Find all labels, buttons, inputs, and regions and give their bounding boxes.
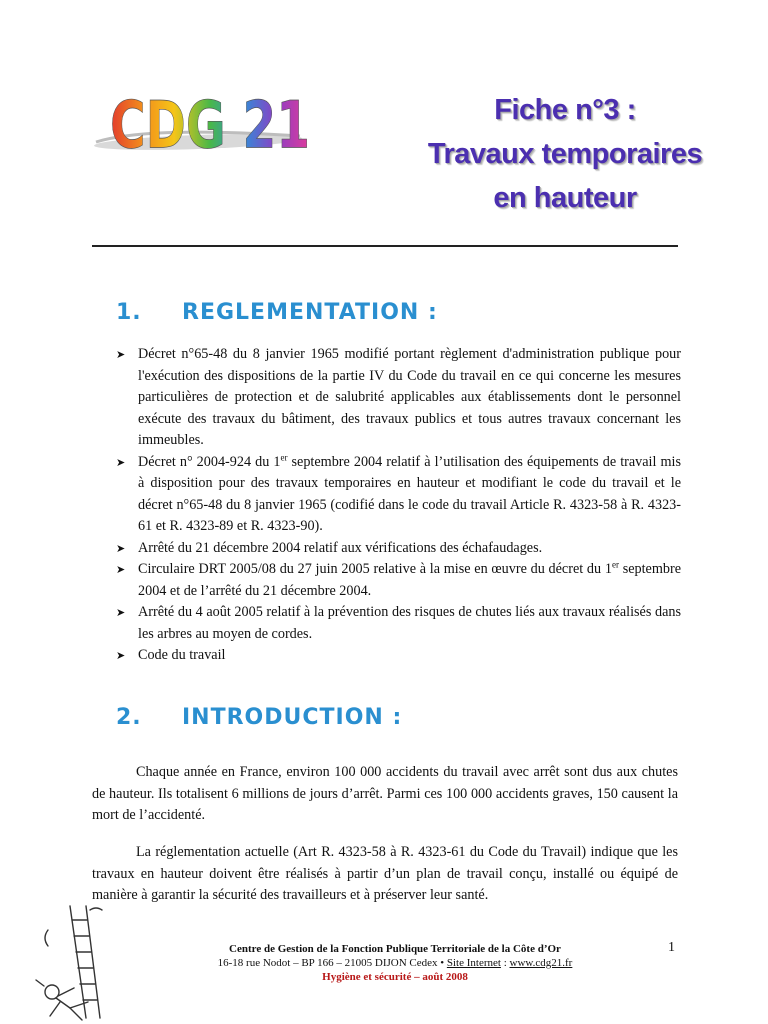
- arrow-bullet-icon: ➤: [116, 563, 126, 576]
- footer-organization: Centre de Gestion de la Fonction Publique Territoriale de la Côte d’Or: [229, 943, 561, 955]
- section-heading-introduction: [116, 705, 402, 730]
- title-line-1: Fiche n°3 :: [494, 94, 636, 126]
- list-item: ➤ Arrêté du 4 août 2005 relatif à la prévention des risques de chutes liés aux travaux réalisés dans les arbres au moyen de cordes.: [116, 604, 681, 642]
- page-number: 1: [668, 940, 675, 955]
- arrow-bullet-icon: ➤: [116, 455, 126, 469]
- section-heading-reglementation: [116, 300, 438, 325]
- svg-text:CDG 21: CDG 21: [110, 86, 310, 163]
- title-divider: [92, 245, 678, 247]
- cdg21-logo: [88, 78, 318, 163]
- title-line-3: en hauteur: [493, 182, 637, 214]
- title-line-2: Travaux temporaires: [427, 138, 703, 170]
- list-item: ➤ Décret n°65-48 du 8 janvier 1965 modifié portant règlement d'administration publique pour l'exécution des dispositions de la partie IV du Code du travail en ce qui concerne les mesures particulières de protection et de salubrité applicables aux établissements dont le personnel exécute des travaux du bâtiment, des travaux publics et tous autres travaux concernant les immeubles.: [116, 346, 681, 448]
- regulations-list: [116, 344, 681, 667]
- intro-paragraph-1: Chaque année en France, environ 100 000 accidents du travail avec arrêt sont dus aux chutes de hauteur. Ils totalisent 6 millions de jours d’arrêt. Parmi ces 100 000 accidents graves, 150 causent la mort de l’accidenté.: [92, 764, 678, 823]
- list-item: ➤ Arrêté du 21 décembre 2004 relatif aux vérifications des échafaudages.: [116, 538, 681, 560]
- list-item: ➤ Circulaire DRT 2005/08 du 27 juin 2005 relative à la mise en œuvre du décret du 1er septembre 2004 et de l’arrêté du 21 décembre 2004.: [116, 559, 681, 599]
- section-title: REGLEMENTATION :: [182, 300, 438, 325]
- footer-subtitle: Hygiène et sécurité – août 2008: [322, 971, 468, 983]
- footer-site-label: Site Internet: [446, 957, 501, 969]
- section-title: INTRODUCTION :: [182, 705, 403, 730]
- page-footer: [150, 942, 640, 984]
- list-item: ➤ Décret n° 2004-924 du 1er septembre 2004 relatif à l’utilisation des équipements de travail mis à disposition pour des travaux temporaires en hauteur et modifiant le code du travail et le décret n°65-48 du 8 janvier 1965 (codifié dans le code du travail Article R. 4323-58 à R. 4323-61 et R. 4323-89 et R. 4323-90).: [116, 451, 681, 534]
- arrow-bullet-icon: ➤: [116, 541, 126, 555]
- arrow-bullet-icon: ➤: [116, 348, 126, 361]
- section-number: 2.: [116, 705, 142, 730]
- footer-website-link[interactable]: www.cdg21.fr: [509, 957, 573, 969]
- list-item: ➤ Code du travail: [116, 645, 681, 667]
- section-number: 1.: [116, 300, 142, 325]
- document-title: [400, 88, 730, 220]
- intro-paragraph-2: La réglementation actuelle (Art R. 4323-58 à R. 4323-61 du Code du Travail) indique que les travaux en hauteur doivent être réalisés à partir d’un plan de travail conçu, installé ou équipé de manière à garantir la sécurité des travailleurs et à préserver leur santé.: [92, 844, 678, 903]
- arrow-bullet-icon: ➤: [116, 606, 126, 619]
- arrow-bullet-icon: ➤: [116, 649, 126, 662]
- ladder-worker-illustration: [30, 900, 140, 1024]
- footer-address: 16-18 rue Nodot – BP 166 – 21005 DIJON Cedex • Site Internet : www.cdg21.fr: [217, 957, 573, 969]
